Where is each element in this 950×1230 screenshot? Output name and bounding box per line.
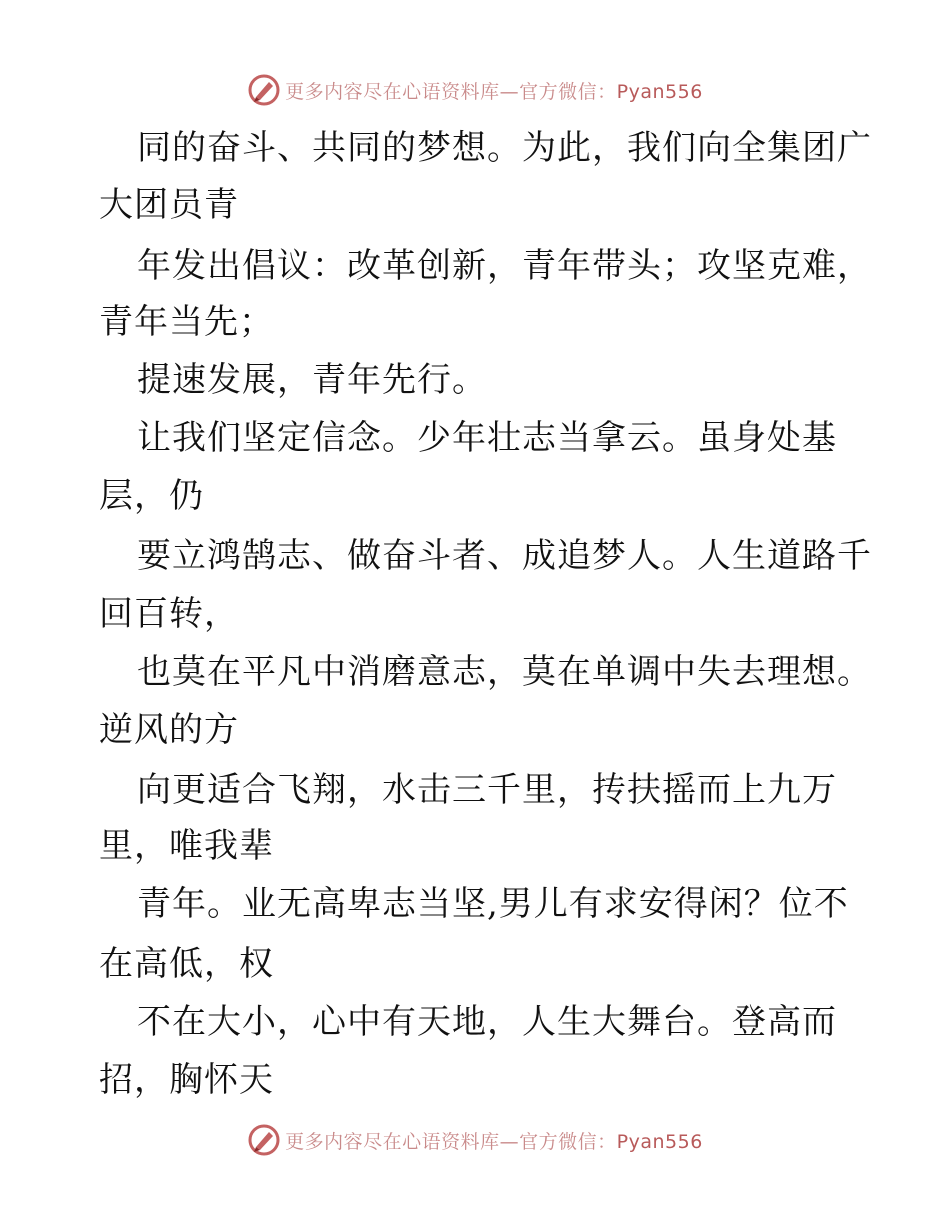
- paragraph-line: 在高低，权: [99, 944, 274, 984]
- paragraph-line: 青年当先；: [99, 302, 274, 342]
- paragraph-line: 青年。业无高卑志当坚,男儿有求安得闲？位不: [137, 884, 849, 924]
- watermark-id: Pyan556: [616, 1130, 703, 1153]
- paragraph-line: 层，仍: [99, 476, 204, 516]
- paragraph-line: 不在大小，心中有天地，人生大舞台。登高而: [137, 1002, 837, 1042]
- paragraph-line: 同的奋斗、共同的梦想。为此，我们向全集团广: [137, 128, 872, 168]
- paragraph-line: 向更适合飞翔，水击三千里，抟扶摇而上九万: [137, 770, 837, 810]
- paragraph-line: 大团员青: [99, 185, 239, 225]
- paragraph-line: 逆风的方: [99, 710, 239, 750]
- paragraph-line: 年发出倡议：改革创新，青年带头；攻坚克难，: [137, 246, 872, 286]
- watermark-text: [285, 1127, 703, 1154]
- watermark-main: 更多内容尽在心语资料库—官方微信：: [285, 80, 617, 103]
- watermark-main: 更多内容尽在心语资料库—官方微信：: [285, 1130, 617, 1153]
- paragraph-line: 回百转，: [99, 594, 239, 634]
- paragraph-line: 招，胸怀天: [99, 1060, 274, 1100]
- pen-logo-icon: [247, 1123, 281, 1157]
- paragraph-line: 提速发展，青年先行。: [137, 360, 487, 400]
- watermark-id: Pyan556: [616, 80, 703, 103]
- paragraph-line: 让我们坚定信念。少年壮志当拿云。虽身处基: [137, 418, 837, 458]
- watermark-footer: [0, 1120, 950, 1160]
- paragraph-line: 也莫在平凡中消磨意志，莫在单调中失去理想。: [137, 652, 872, 692]
- paragraph-line: 里，唯我辈: [99, 826, 274, 866]
- paragraph-line: 要立鸿鹄志、做奋斗者、成追梦人。人生道路千: [137, 536, 872, 576]
